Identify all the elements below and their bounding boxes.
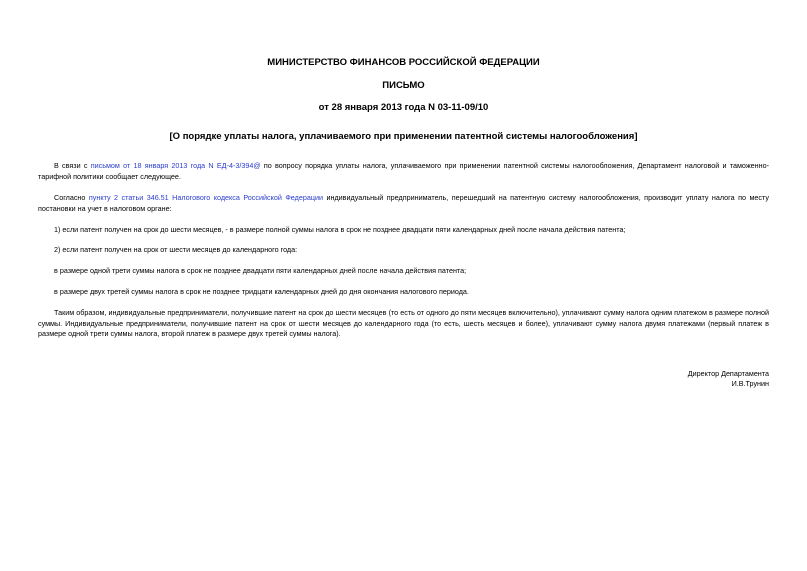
document-page	[38, 0, 769, 571]
paragraph-intro	[38, 161, 769, 182]
paragraph-conclusion: Таким образом, индивидуальные предприниматели, получившие патент на срок до шести месяцев (то есть от одного до пяти месяцев включительно), уплачивают сумму налога одним платежом в размере полной суммы. Индивидуальные предприниматели, получившие патент на срок от шести месяцев до календарного года (то есть, шесть месяцев и более), уплачивают сумму налога двумя платежами (первый платеж в размере одной трети суммы налога, второй платеж в размере двух третей суммы налога).	[38, 308, 769, 338]
ministry-heading: МИНИСТЕРСТВО ФИНАНСОВ РОССИЙСКОЙ ФЕДЕРАЦИИ	[267, 57, 540, 68]
paragraph-item-2: 2) если патент получен на срок от шести месяцев до календарного года:	[54, 245, 298, 254]
paragraph-item-2-second-payment: в размере двух третей суммы налога в срок не позднее тридцати календарных дней до дня окончания налогового периода.	[54, 287, 469, 296]
signature-position: Директор Департамента	[687, 369, 769, 378]
paragraph-intro-after: по вопросу порядка уплаты налога, уплачиваемого при применении патентной системы налогообложения, Департамент налоговой и таможенно-тарифной политики сообщает следующее.	[38, 161, 769, 181]
document-subject: [О порядке уплаты налога, уплачиваемого при применении патентной системы налогообложения]	[169, 131, 638, 142]
paragraph-legal-basis	[38, 193, 769, 214]
signature-name: И.В.Трунин	[731, 379, 769, 388]
paragraph-item-1: 1) если патент получен на срок до шести месяцев, - в размере полной суммы налога в срок не позднее двадцати пяти календарных дней после начала действия патента;	[54, 225, 626, 234]
link-letter-ed-4-3-394[interactable]: письмом от 18 января 2013 года N ЕД-4-3/394@	[90, 161, 261, 170]
paragraph-legal-basis-before: Согласно	[54, 193, 89, 202]
paragraph-intro-before: В связи с	[54, 161, 91, 170]
document-type: ПИСЬМО	[382, 80, 425, 91]
link-tax-code-article-346-51[interactable]: пункту 2 статьи 346.51 Налогового кодекса Российской Федерации	[88, 193, 323, 202]
paragraph-legal-basis-after: индивидуальный предприниматель, перешедший на патентную систему налогообложения, производит уплату налога по месту постановки на учет в налоговом органе:	[38, 193, 769, 213]
paragraph-item-2-first-payment: в размере одной трети суммы налога в срок не позднее двадцати пяти календарных дней после начала действия патента;	[54, 266, 467, 275]
document-date-number: от 28 января 2013 года N 03-11-09/10	[318, 102, 489, 113]
